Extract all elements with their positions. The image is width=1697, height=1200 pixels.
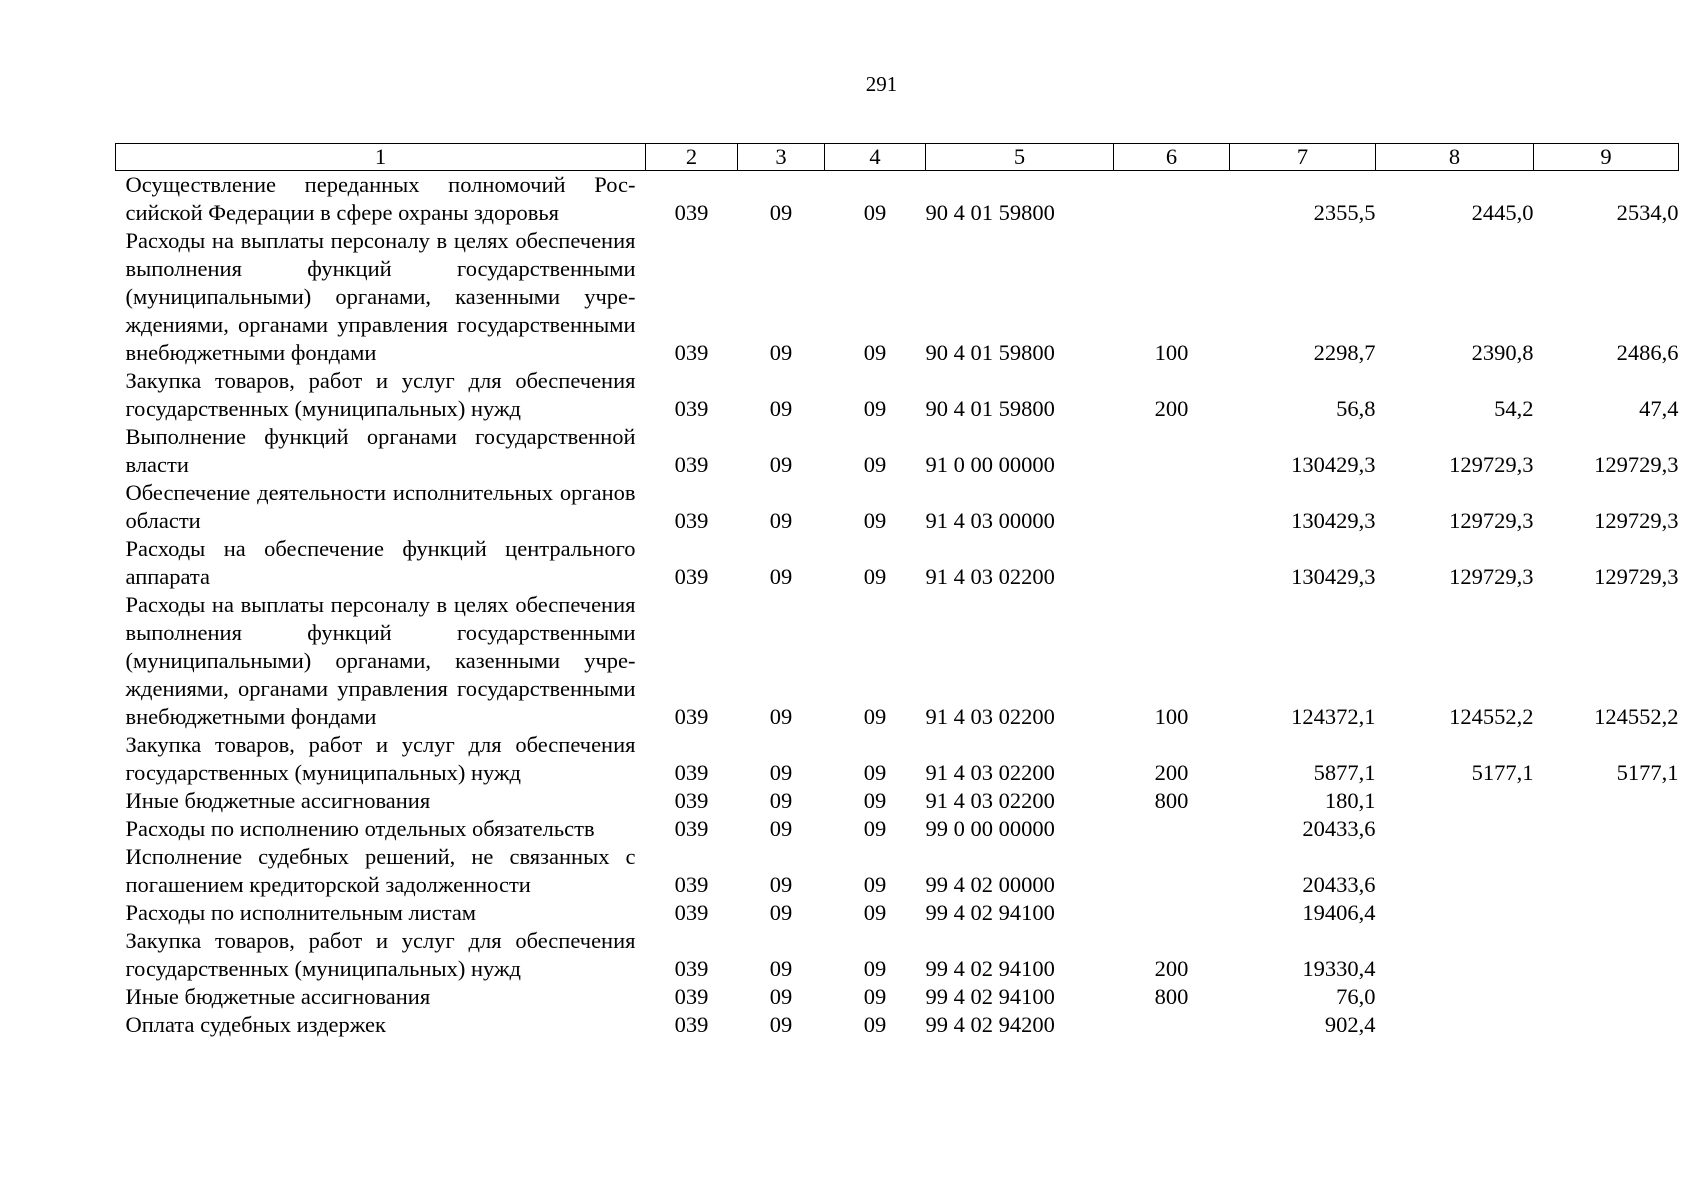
- section-code-cell: 09: [769, 760, 793, 785]
- amount-year3-cell: 2534,0: [1616, 200, 1679, 225]
- expense-type-cell: [1114, 899, 1230, 927]
- target-article-cell: 99 4 02 94100: [925, 900, 1055, 925]
- amount-year1-cell: 56,8: [1336, 396, 1376, 421]
- expense-type-cell: 100: [1154, 340, 1189, 365]
- subsection-code-cell: 09: [863, 396, 887, 421]
- amount-year1-cell: 124372,1: [1291, 704, 1376, 729]
- table-row: [116, 843, 1679, 899]
- section-code-cell: 09: [769, 788, 793, 813]
- amount-year1-cell: 5877,1: [1313, 760, 1376, 785]
- table-row: [116, 591, 1679, 731]
- expense-type-cell: 100: [1154, 704, 1189, 729]
- table-row: [116, 899, 1679, 927]
- table-row: [116, 479, 1679, 535]
- expense-type-cell: [1114, 479, 1230, 535]
- admin-code-cell: 039: [674, 200, 709, 225]
- table-row: [116, 423, 1679, 479]
- table-row: [116, 815, 1679, 843]
- admin-code-cell: 039: [674, 1012, 709, 1037]
- target-article-cell: 90 4 01 59800: [925, 200, 1055, 225]
- amount-year2-cell: [1376, 1011, 1534, 1039]
- amount-year1-cell: 19330,4: [1302, 956, 1376, 981]
- section-code-cell: 09: [769, 1012, 793, 1037]
- section-code-cell: 09: [769, 704, 793, 729]
- amount-year2-cell: [1376, 899, 1534, 927]
- amount-year1-cell: 2298,7: [1313, 340, 1376, 365]
- expense-type-cell: 800: [1154, 788, 1189, 813]
- target-article-cell: 91 0 00 00000: [925, 452, 1055, 477]
- subsection-code-cell: 09: [863, 816, 887, 841]
- table-row: [116, 1011, 1679, 1039]
- section-code-cell: 09: [769, 872, 793, 897]
- admin-code-cell: 039: [674, 508, 709, 533]
- table-row: [116, 731, 1679, 787]
- admin-code-cell: 039: [674, 984, 709, 1009]
- section-code-cell: 09: [769, 200, 793, 225]
- amount-year2-cell: [1376, 815, 1534, 843]
- subsection-code-cell: 09: [863, 452, 887, 477]
- table-row: [116, 983, 1679, 1011]
- amount-year2-cell: [1376, 927, 1534, 983]
- row-name-cell: Оплата судебных издержек: [125, 1012, 386, 1037]
- admin-code-cell: 039: [674, 900, 709, 925]
- target-article-cell: 91 4 03 02200: [925, 760, 1055, 785]
- amount-year1-cell: 180,1: [1324, 788, 1376, 813]
- subsection-code-cell: 09: [863, 1012, 887, 1037]
- table-row: [116, 787, 1679, 815]
- table-row: [116, 171, 1679, 228]
- row-name-cell: Расходы на выплаты персоналу в целях обеспечения выполнения функций государственными (муниципальными) органами, казенными учреждениями, органами управления государственными внебюджетными фондами: [125, 228, 636, 365]
- amount-year3-cell: 129729,3: [1594, 452, 1679, 477]
- subsection-code-cell: 09: [863, 984, 887, 1009]
- amount-year1-cell: 130429,3: [1291, 564, 1376, 589]
- page-number: 291: [865, 72, 898, 96]
- row-name-cell: Выполнение функций органами государственной власти: [125, 424, 636, 477]
- admin-code-cell: 039: [674, 788, 709, 813]
- column-header-2: 2: [646, 144, 738, 171]
- target-article-cell: 99 0 00 00000: [925, 816, 1055, 841]
- row-name-cell: Расходы по исполнению отдельных обязательств: [125, 816, 595, 841]
- amount-year3-cell: [1534, 899, 1679, 927]
- amount-year3-cell: [1534, 843, 1679, 899]
- amount-year3-cell: 47,4: [1639, 396, 1679, 421]
- row-name-cell: Закупка товаров, работ и услуг для обеспечения государственных (муниципальных) нужд: [125, 732, 636, 785]
- amount-year2-cell: 129729,3: [1449, 508, 1534, 533]
- expense-type-cell: 200: [1154, 760, 1189, 785]
- admin-code-cell: 039: [674, 564, 709, 589]
- budget-table: [115, 143, 1679, 1039]
- amount-year3-cell: [1534, 1011, 1679, 1039]
- target-article-cell: 91 4 03 00000: [925, 508, 1055, 533]
- column-header-1: 1: [116, 144, 646, 171]
- admin-code-cell: 039: [674, 704, 709, 729]
- target-article-cell: 99 4 02 94100: [925, 984, 1055, 1009]
- expense-type-cell: [1114, 423, 1230, 479]
- amount-year3-cell: 124552,2: [1594, 704, 1679, 729]
- section-code-cell: 09: [769, 564, 793, 589]
- column-header-7: 7: [1230, 144, 1376, 171]
- expense-type-cell: [1114, 1011, 1230, 1039]
- admin-code-cell: 039: [674, 872, 709, 897]
- target-article-cell: 91 4 03 02200: [925, 788, 1055, 813]
- row-name-cell: Иные бюджетные ассигнования: [125, 984, 431, 1009]
- row-name-cell: Осуществление переданных полномочий Российской Федерации в сфере охраны здоровья: [125, 172, 636, 225]
- admin-code-cell: 039: [674, 760, 709, 785]
- subsection-code-cell: 09: [863, 872, 887, 897]
- row-name-cell: Закупка товаров, работ и услуг для обеспечения государственных (муниципальных) нужд: [125, 928, 636, 981]
- row-name-cell: Закупка товаров, работ и услуг для обеспечения государственных (муниципальных) нужд: [125, 368, 636, 421]
- amount-year2-cell: 129729,3: [1449, 564, 1534, 589]
- target-article-cell: 99 4 02 94100: [925, 956, 1055, 981]
- amount-year3-cell: 129729,3: [1594, 564, 1679, 589]
- target-article-cell: 90 4 01 59800: [925, 340, 1055, 365]
- target-article-cell: 99 4 02 00000: [925, 872, 1055, 897]
- subsection-code-cell: 09: [863, 704, 887, 729]
- expense-type-cell: 200: [1154, 956, 1189, 981]
- section-code-cell: 09: [769, 984, 793, 1009]
- subsection-code-cell: 09: [863, 956, 887, 981]
- row-name-cell: Исполнение судебных решений, не связанных с погашением кредиторской задолженности: [125, 844, 636, 897]
- row-name-cell: Иные бюджетные ассигнования: [125, 788, 431, 813]
- table-row: [116, 535, 1679, 591]
- admin-code-cell: 039: [674, 396, 709, 421]
- amount-year1-cell: 19406,4: [1302, 900, 1376, 925]
- section-code-cell: 09: [769, 900, 793, 925]
- column-header-8: 8: [1376, 144, 1534, 171]
- target-article-cell: 91 4 03 02200: [925, 704, 1055, 729]
- table-header: [116, 144, 1679, 171]
- amount-year3-cell: 5177,1: [1616, 760, 1679, 785]
- amount-year2-cell: 54,2: [1494, 396, 1534, 421]
- row-name-cell: Обеспечение деятельности исполнительных органов области: [125, 480, 636, 533]
- amount-year1-cell: 2355,5: [1313, 200, 1376, 225]
- amount-year2-cell: 2445,0: [1471, 200, 1534, 225]
- column-header-3: 3: [738, 144, 825, 171]
- amount-year1-cell: 130429,3: [1291, 508, 1376, 533]
- row-name-cell: Расходы по исполнительным листам: [125, 900, 477, 925]
- subsection-code-cell: 09: [863, 200, 887, 225]
- column-header-6: 6: [1114, 144, 1230, 171]
- amount-year3-cell: [1534, 927, 1679, 983]
- table-row: [116, 927, 1679, 983]
- column-header-4: 4: [825, 144, 926, 171]
- target-article-cell: 90 4 01 59800: [925, 396, 1055, 421]
- section-code-cell: 09: [769, 816, 793, 841]
- amount-year1-cell: 902,4: [1324, 1012, 1376, 1037]
- column-header-5: 5: [926, 144, 1114, 171]
- subsection-code-cell: 09: [863, 508, 887, 533]
- admin-code-cell: 039: [674, 452, 709, 477]
- subsection-code-cell: 09: [863, 340, 887, 365]
- amount-year2-cell: 124552,2: [1449, 704, 1534, 729]
- amount-year2-cell: 2390,8: [1471, 340, 1534, 365]
- section-code-cell: 09: [769, 956, 793, 981]
- header-row: [116, 144, 1679, 171]
- admin-code-cell: 039: [674, 956, 709, 981]
- amount-year2-cell: 5177,1: [1471, 760, 1534, 785]
- amount-year2-cell: [1376, 787, 1534, 815]
- amount-year1-cell: 130429,3: [1291, 452, 1376, 477]
- target-article-cell: 91 4 03 02200: [925, 564, 1055, 589]
- expense-type-cell: [1114, 535, 1230, 591]
- expense-type-cell: [1114, 815, 1230, 843]
- table-body: [116, 171, 1679, 1040]
- subsection-code-cell: 09: [863, 564, 887, 589]
- row-name-cell: Расходы на выплаты персоналу в целях обеспечения выполнения функций государственными (муниципальными) органами, казенными учреждениями, органами управления государственными внебюджетными фондами: [125, 592, 636, 729]
- expense-type-cell: [1114, 843, 1230, 899]
- section-code-cell: 09: [769, 340, 793, 365]
- subsection-code-cell: 09: [863, 788, 887, 813]
- amount-year3-cell: 129729,3: [1594, 508, 1679, 533]
- admin-code-cell: 039: [674, 816, 709, 841]
- column-header-9: 9: [1534, 144, 1679, 171]
- table-row: [116, 227, 1679, 367]
- amount-year3-cell: 2486,6: [1616, 340, 1679, 365]
- amount-year2-cell: [1376, 843, 1534, 899]
- section-code-cell: 09: [769, 396, 793, 421]
- amount-year1-cell: 20433,6: [1302, 872, 1376, 897]
- admin-code-cell: 039: [674, 340, 709, 365]
- expense-type-cell: 800: [1154, 984, 1189, 1009]
- subsection-code-cell: 09: [863, 900, 887, 925]
- amount-year1-cell: 76,0: [1336, 984, 1376, 1009]
- amount-year3-cell: [1534, 983, 1679, 1011]
- amount-year3-cell: [1534, 815, 1679, 843]
- section-code-cell: 09: [769, 508, 793, 533]
- expense-type-cell: 200: [1154, 396, 1189, 421]
- target-article-cell: 99 4 02 94200: [925, 1012, 1055, 1037]
- amount-year2-cell: 129729,3: [1449, 452, 1534, 477]
- amount-year1-cell: 20433,6: [1302, 816, 1376, 841]
- row-name-cell: Расходы на обеспечение функций центрального аппарата: [125, 536, 636, 589]
- expense-type-cell: [1114, 171, 1230, 228]
- table-row: [116, 367, 1679, 423]
- section-code-cell: 09: [769, 452, 793, 477]
- amount-year2-cell: [1376, 983, 1534, 1011]
- amount-year3-cell: [1534, 787, 1679, 815]
- subsection-code-cell: 09: [863, 760, 887, 785]
